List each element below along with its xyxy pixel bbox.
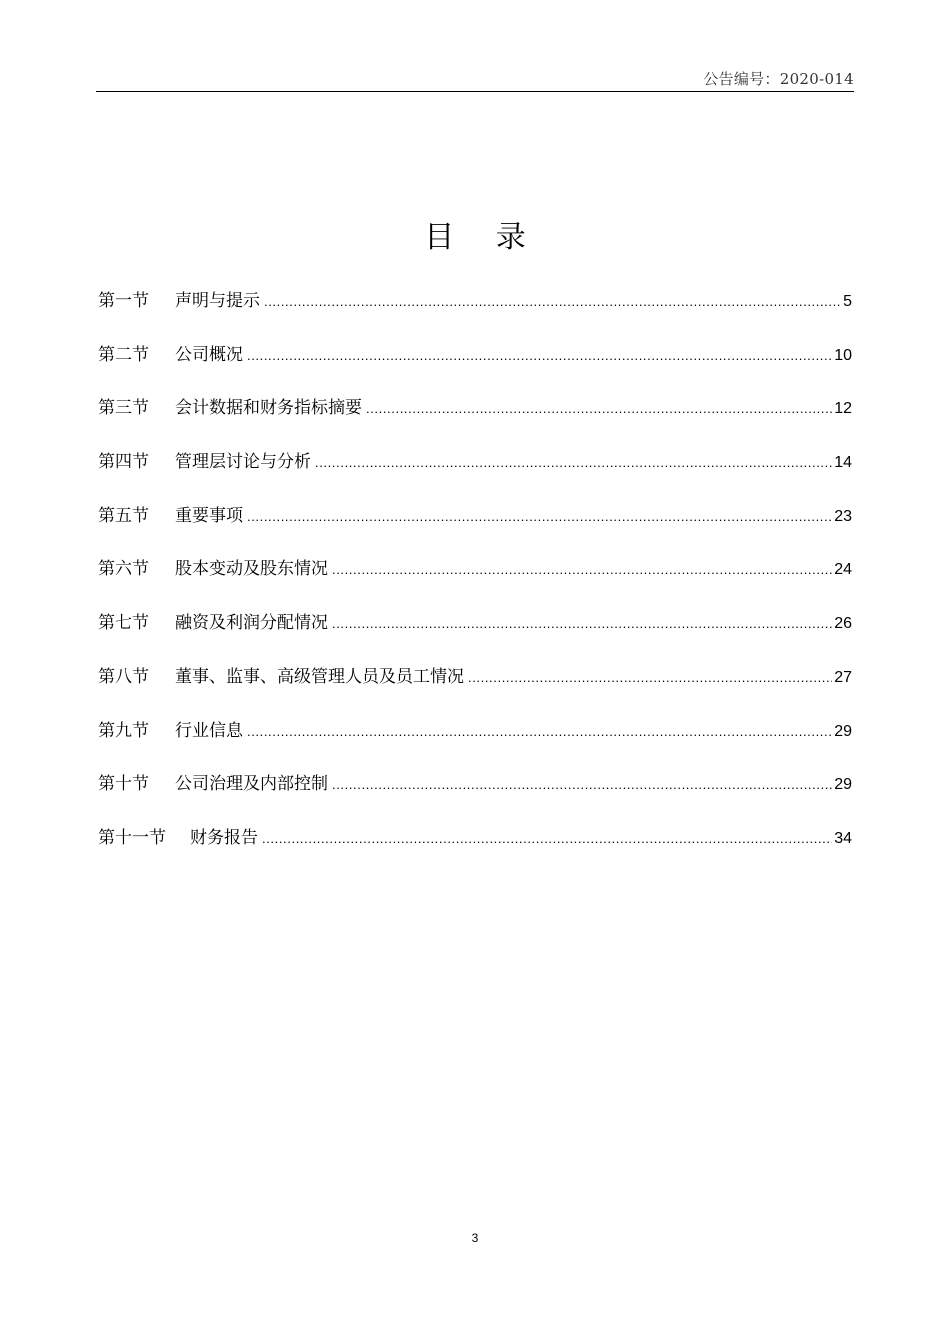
- toc-section-number: 第十节: [98, 774, 149, 795]
- header-announcement-number: 公告编号：2020-014: [703, 70, 854, 88]
- toc-heading: 目 录: [424, 220, 542, 255]
- toc-page-number: 26: [834, 615, 852, 633]
- toc-entry[interactable]: [98, 447, 852, 501]
- toc-entry[interactable]: [98, 823, 852, 877]
- toc-page-number: 34: [834, 829, 852, 847]
- toc-page-number: 24: [834, 561, 852, 579]
- toc-dot-leader: [332, 616, 832, 631]
- toc-section-title: 行业信息: [175, 720, 243, 741]
- toc-section-number: 第二节: [98, 344, 149, 365]
- toc-section-title: 会计数据和财务指标摘要: [175, 398, 362, 419]
- toc-section-title: 声明与提示: [175, 291, 260, 311]
- toc-entry[interactable]: [98, 286, 852, 340]
- toc-entry[interactable]: [98, 501, 852, 555]
- toc-section-number: 第八节: [98, 666, 149, 687]
- toc-section-number: 第九节: [98, 720, 149, 741]
- toc-dot-leader: [247, 509, 832, 524]
- toc-entry[interactable]: [98, 554, 852, 608]
- toc-section-title: 重要事项: [175, 505, 243, 526]
- toc-page-number: 29: [834, 722, 852, 740]
- toc-entry[interactable]: [98, 340, 852, 394]
- toc-section-title: 公司概况: [175, 344, 243, 365]
- toc-dot-leader: [247, 724, 832, 739]
- toc-section-number: 第三节: [98, 398, 149, 419]
- toc-entry[interactable]: [98, 716, 852, 770]
- toc-section-title: 公司治理及内部控制: [175, 774, 328, 795]
- toc-section-title: 财务报告: [190, 827, 258, 848]
- toc-section-number: 第十一节: [98, 827, 166, 848]
- toc-section-number: 第四节: [98, 452, 149, 473]
- toc-dot-leader: [468, 670, 832, 685]
- toc-page-number: 14: [834, 454, 852, 472]
- toc-page-number: 10: [834, 346, 852, 364]
- toc-dot-leader: [315, 455, 832, 470]
- toc-section-title: 董事、监事、高级管理人员及员工情况: [175, 666, 464, 687]
- toc-section-number: 第五节: [98, 505, 149, 526]
- toc-entry[interactable]: [98, 608, 852, 662]
- toc-page-number: 5: [843, 293, 852, 310]
- toc-page-number: 29: [834, 776, 852, 794]
- page-number: 3: [471, 1231, 479, 1245]
- toc-page-number: 23: [834, 507, 852, 525]
- toc-dot-leader: [332, 777, 832, 792]
- toc-entry[interactable]: [98, 393, 852, 447]
- toc-section-title: 融资及利润分配情况: [175, 613, 328, 634]
- toc-section-number: 第七节: [98, 613, 149, 634]
- toc-entry[interactable]: [98, 769, 852, 823]
- table-of-contents: [98, 286, 852, 877]
- toc-section-number: 第六节: [98, 559, 149, 580]
- toc-dot-leader: [262, 831, 832, 846]
- toc-dot-leader: [247, 348, 832, 363]
- toc-page-number: 27: [834, 668, 852, 686]
- toc-entry[interactable]: [98, 662, 852, 716]
- toc-dot-leader: [332, 562, 832, 577]
- toc-dot-leader: [366, 401, 832, 416]
- toc-section-title: 股本变动及股东情况: [175, 559, 328, 580]
- toc-page-number: 12: [834, 400, 852, 418]
- header-rule: [96, 91, 854, 92]
- toc-section-title: 管理层讨论与分析: [175, 452, 311, 473]
- toc-dot-leader: [264, 294, 841, 309]
- toc-section-number: 第一节: [98, 291, 149, 311]
